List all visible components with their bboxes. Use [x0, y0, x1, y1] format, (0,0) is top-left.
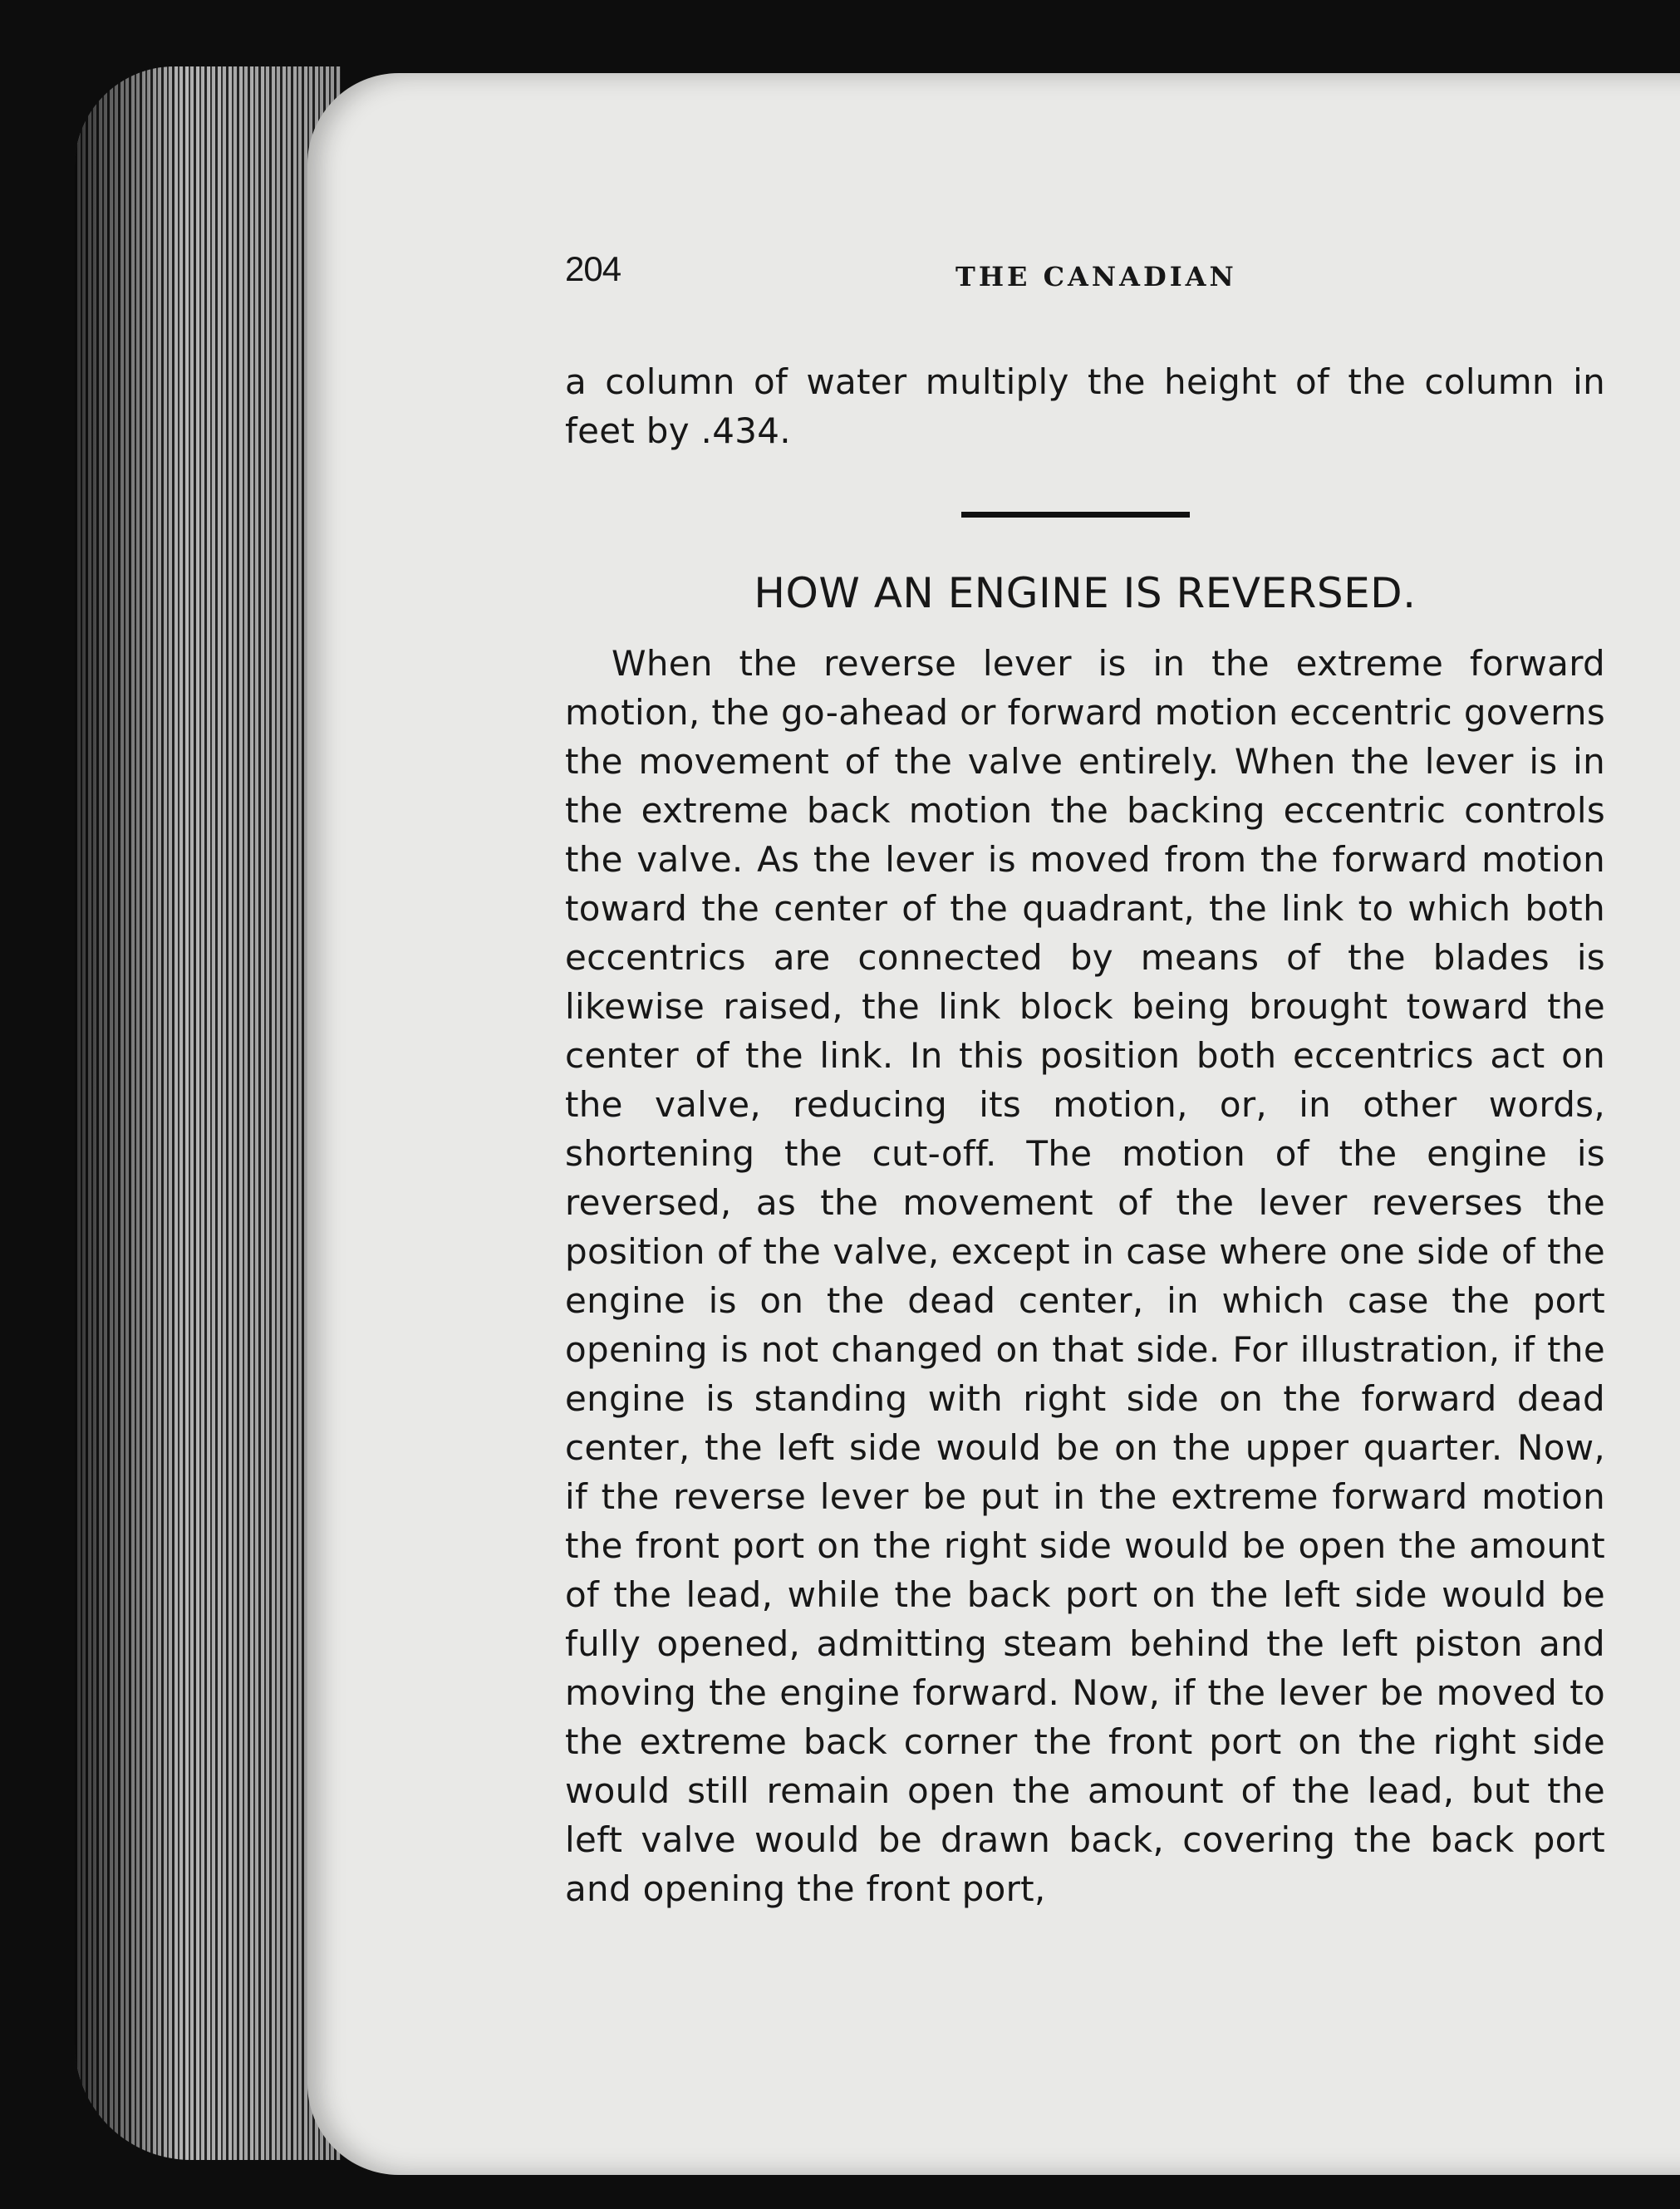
intro-paragraph: a column of water multiply the height of the column in feet by .434. — [565, 361, 1605, 451]
section-heading: HOW AN ENGINE IS REVERSED. — [754, 569, 1417, 617]
page-number: 204 — [565, 249, 621, 288]
page-content — [565, 249, 1605, 1913]
body-paragraph: When the reverse lever is in the extreme forward motion, the go-ahead or forward motion eccentric governs the movement of the valve entirely. When the lever is in the extreme back motion the backing eccentric controls the valve. As the lever is moved from the forward motion toward the center of the quadrant, the link to which both eccentrics are connected by means of the blades is likewise raised, the link block being brought toward the center of the link. In this position both eccentrics act on the valve, reducing its motion, or, in other words, shortening the cut-off. The motion of the engine is reversed, as the movement of the lever reverses the position of the valve, except in case where one side of the engine is on the dead center, in which case the port opening is not changed on that side. For illustration, if the engine is standing with right side on the forward dead center, the left side would be on the upper quarter. Now, if the reverse lever be put in the extreme forward motion the front port on the right side would be open the amount of the lead, while the back port on the left side would be fully opened, admitting steam behind the left piston and moving the engine forward. Now, if the lever be moved to the extreme back corner the front port on the right side would still remain open the amount of the lead, but the left valve would be drawn back, covering the back port and opening the front port, — [565, 643, 1605, 1909]
page-edges-shadow — [75, 66, 341, 2160]
running-head — [565, 249, 1605, 307]
section-divider — [961, 512, 1190, 518]
running-title: THE CANADIAN — [955, 261, 1237, 292]
